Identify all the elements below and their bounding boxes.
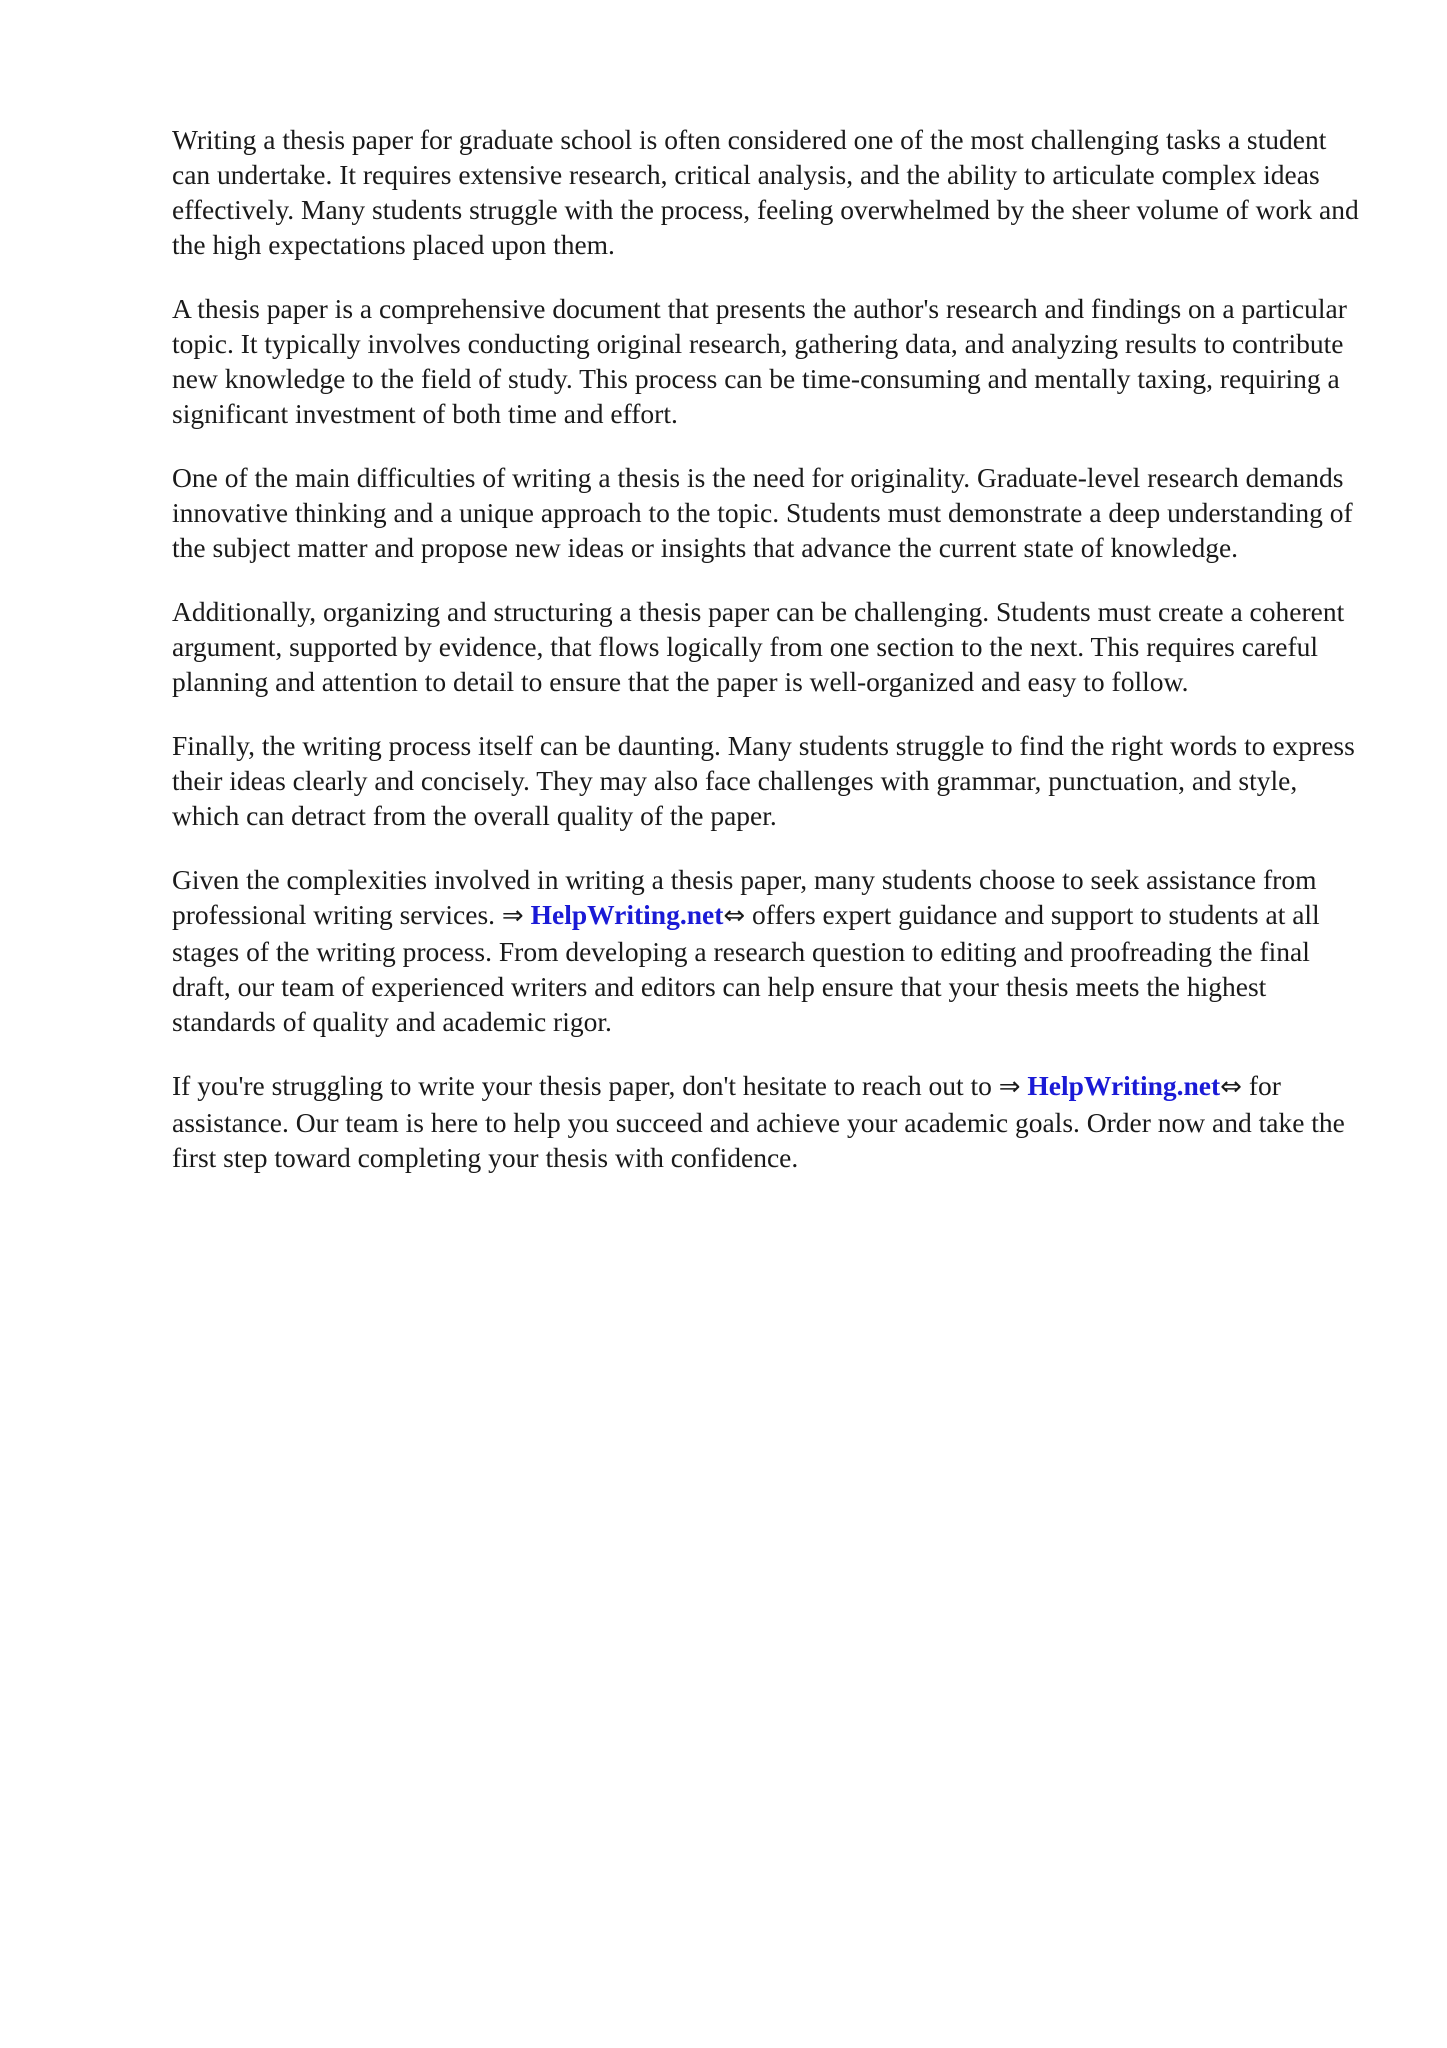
- helpwriting-link[interactable]: HelpWriting.net: [530, 899, 724, 930]
- paragraph-cta-text-start: If you're struggling to write your thesis paper, don't hesitate to reach out to: [172, 1070, 992, 1101]
- paragraph-assistance: [172, 862, 1362, 1039]
- paragraph-cta-text-end: for assistance. Our team is here to help you succeed and achieve your academic goals. Order now and take the first step toward completing your thesis with confidence.: [172, 1070, 1345, 1173]
- right-arrow-icon: ⇒: [501, 901, 524, 931]
- right-arrow-icon: ⇒: [998, 1072, 1021, 1102]
- helpwriting-link[interactable]: HelpWriting.net: [1027, 1070, 1221, 1101]
- paragraph-assistance-text-start: Given the complexities involved in writing a thesis paper, many students choose to seek assistance from professional writing services.: [172, 864, 1317, 930]
- double-arrow-icon: ⇔: [1220, 1072, 1242, 1102]
- double-arrow-icon: ⇔: [723, 901, 746, 931]
- paragraph-call-to-action: [172, 1068, 1362, 1175]
- paragraph-intro: Writing a thesis paper for graduate school is often considered one of the most challenging tasks a student can undertake. It requires extensive research, critical analysis, and the ability to articulate complex ideas effectively. Many students struggle with the process, feeling overwhelmed by the sheer volume of work and the high expectations placed upon them.: [172, 124, 1359, 260]
- paragraph-definition: A thesis paper is a comprehensive document that presents the author's research and findings on a particular topic. It typically involves conducting original research, gathering data, and analyzing results to contribute new knowledge to the field of study. This process can be time-consuming and mentally taxing, requiring a significant investment of both time and effort.: [172, 293, 1347, 429]
- document-body: [172, 122, 1362, 1204]
- paragraph-structure: Additionally, organizing and structuring a thesis paper can be challenging. Students must create a coherent argument, supported by evidence, that flows logically from one section to the next. This requires careful planning and attention to detail to ensure that the paper is well-organized and easy to follow.: [172, 596, 1345, 697]
- paragraph-originality: One of the main difficulties of writing a thesis is the need for originality. Graduate-level research demands innovative thinking and a unique approach to the topic. Students must demonstrate a deep understanding of the subject matter and propose new ideas or insights that advance the current state of knowledge.: [172, 462, 1353, 563]
- paragraph-writing-process: Finally, the writing process itself can be daunting. Many students struggle to find the right words to express their ideas clearly and concisely. They may also face challenges with grammar, punctuation, and style, which can detract from the overall quality of the paper.: [172, 730, 1355, 831]
- paragraph-assistance-text-end: offers expert guidance and support to students at all stages of the writing process. From developing a research question to editing and proofreading the final draft, our team of experienced writers and editors can help ensure that your thesis meets the highest standards of quality and academic rigor.: [172, 899, 1320, 1037]
